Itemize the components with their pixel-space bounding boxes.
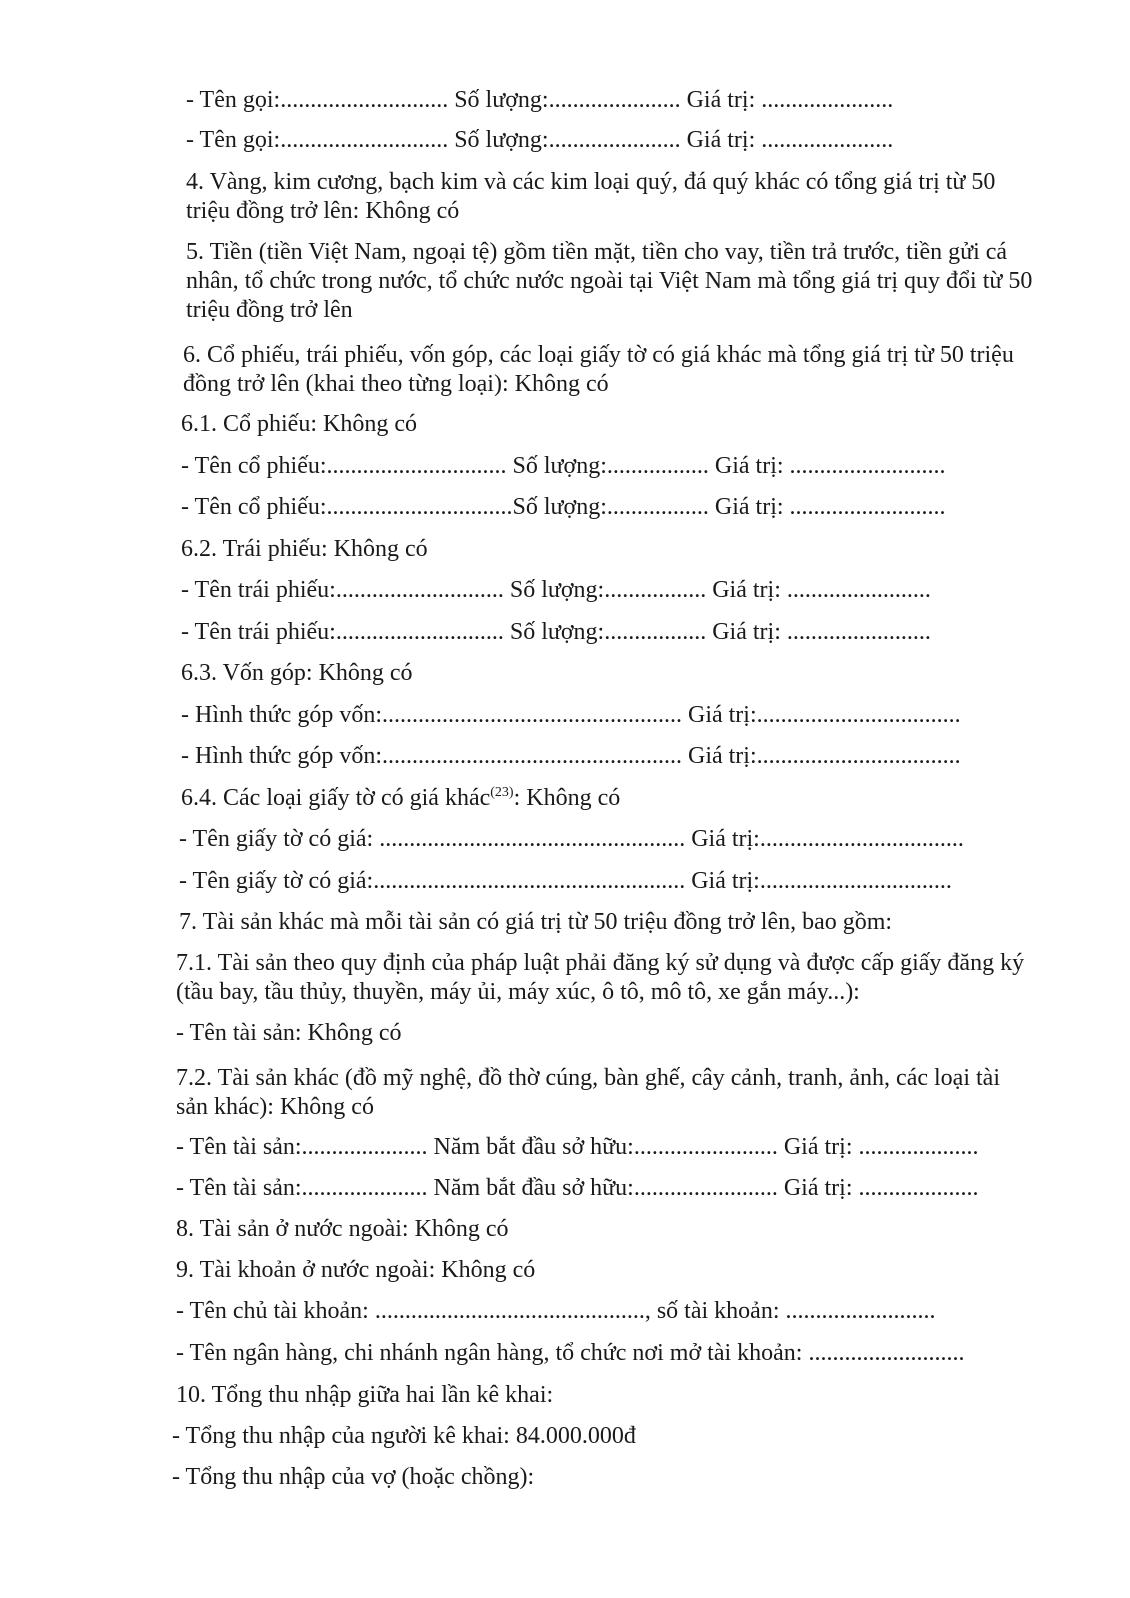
asset-name-line: - Tên tài sản: Không có [176,1020,402,1046]
section-6-2-bonds: 6.2. Trái phiếu: Không có [181,536,428,562]
valuable-paper-line-1: - Tên giấy tờ có giá: ................................................... Giá trị:.................................. [179,826,964,852]
bond-name-line-1: - Tên trái phiếu:............................ Số lượng:................. Giá trị: ........................ [181,577,931,603]
item-name-line-2: - Tên gọi:............................ Số lượng:...................... Giá trị: ...................... [186,127,894,153]
share-name-line-1: - Tên cổ phiếu:.............................. Số lượng:................. Giá trị: .......................... [181,453,946,479]
contribution-form-line-1: - Hình thức góp vốn:.................................................. Giá trị:.................................. [181,702,961,728]
section-6-4-value: : Không có [513,785,621,811]
section-7-1-registered-assets: 7.1. Tài sản theo quy định của pháp luật phải đăng ký sử dụng và được cấp giấy đăng ký (tầu bay, tầu thủy, thuyền, máy ủi, máy xúc, ô tô, mô tô, xe gắn máy...): [176,950,1025,1005]
section-8-foreign-assets: 8. Tài sản ở nước ngoài: Không có [176,1216,509,1242]
section-7-other-assets: 7. Tài sản khác mà mỗi tài sản có giá trị từ 50 triệu đồng trở lên, bao gồm: [179,909,893,935]
section-6-shares-bonds: 6. Cổ phiếu, trái phiếu, vốn góp, các loại giấy tờ có giá khác mà tổng giá trị từ 50 triệu đồng trở lên (khai theo từng loại): Không có [183,342,1014,397]
contribution-form-line-2: - Hình thức góp vốn:.................................................. Giá trị:.................................. [181,743,961,769]
spouse-income-line: - Tổng thu nhập của vợ (hoặc chồng): [172,1464,535,1490]
section-9-foreign-accounts: 9. Tài khoản ở nước ngoài: Không có [176,1257,536,1283]
valuable-paper-line-2: - Tên giấy tờ có giá:.................................................... Giá trị:................................ [179,868,952,894]
section-5-cash: 5. Tiền (tiền Việt Nam, ngoại tệ) gồm tiền mặt, tiền cho vay, tiền trả trước, tiền gửi cá nhân, tổ chức trong nước, tổ chức nước ngoài tại Việt Nam mà tổng giá trị quy đổi từ 50 triệu đồng trở lên [186,239,1033,323]
section-6-4-other-valuable-papers [181,784,620,812]
section-7-2-other-assets: 7.2. Tài sản khác (đồ mỹ nghệ, đồ thờ cúng, bàn ghế, cây cảnh, tranh, ảnh, các loại tài sản khác): Không có [176,1065,1000,1120]
declarant-income-line: - Tổng thu nhập của người kê khai: 84.000.000đ [172,1423,636,1449]
section-4-gold-precious-metals: 4. Vàng, kim cương, bạch kim và các kim loại quý, đá quý khác có tổng giá trị từ 50 triệu đồng trở lên: Không có [186,169,996,224]
item-name-line-1: - Tên gọi:............................ Số lượng:...................... Giá trị: ...................... [186,87,894,113]
share-name-line-2: - Tên cổ phiếu:...............................Số lượng:................. Giá trị: .......................... [181,494,946,520]
account-holder-line: - Tên chủ tài khoản: ............................................., số tài khoản: ......................... [176,1298,936,1324]
section-6-3-capital-contribution: 6.3. Vốn góp: Không có [181,660,413,686]
bond-name-line-2: - Tên trái phiếu:............................ Số lượng:................. Giá trị: ........................ [181,619,931,645]
section-6-1-shares: 6.1. Cổ phiếu: Không có [181,411,417,437]
asset-ownership-line-1: - Tên tài sản:..................... Năm bắt đầu sở hữu:........................ Giá trị: .................... [176,1134,979,1160]
bank-name-line: - Tên ngân hàng, chi nhánh ngân hàng, tổ chức nơi mở tài khoản: .......................... [176,1340,965,1366]
section-10-total-income: 10. Tổng thu nhập giữa hai lần kê khai: [176,1382,554,1408]
asset-ownership-line-2: - Tên tài sản:..................... Năm bắt đầu sở hữu:........................ Giá trị: .................... [176,1175,979,1201]
footnote-ref-23: (23) [490,785,514,800]
section-6-4-label: 6.4. Các loại giấy tờ có giá khác [181,785,491,811]
